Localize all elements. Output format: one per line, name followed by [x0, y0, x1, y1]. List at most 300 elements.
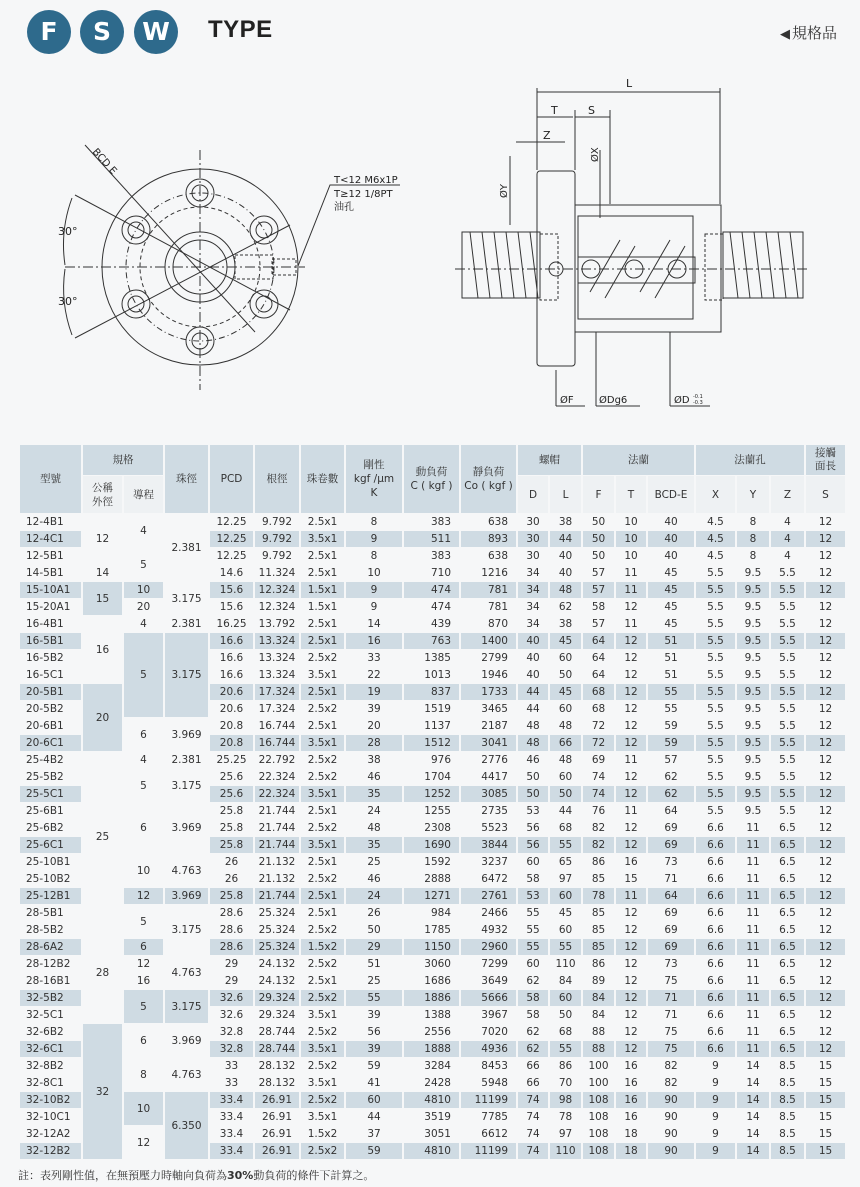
cell-nut-d: 34: [526, 567, 540, 579]
cell-lead: 10: [136, 864, 151, 877]
cell-circuits: 2.5x1: [301, 633, 344, 649]
oil-hole-spec-2: T≥12 1/8PT: [334, 189, 393, 200]
cell-hole-z: 6.5: [779, 873, 796, 885]
cell-dynamic-load: 1690: [404, 837, 459, 853]
cell-bcd-e: 82: [664, 1077, 678, 1089]
cell-hole-x: 5.5: [707, 805, 724, 817]
cell-nut-l: 38: [558, 516, 573, 528]
cell-flange-t: 11: [624, 567, 638, 579]
cell-dynamic-load: 439: [430, 618, 451, 630]
cell-flange-f: 100: [588, 1060, 609, 1072]
cell-circuits: 2.5x1: [307, 516, 338, 528]
cell-bcd-e: 73: [664, 958, 678, 970]
cell-model: 32-10B2: [20, 1092, 81, 1108]
cell-root-dia: 29.324: [258, 1009, 296, 1021]
cell-stiffness: 9: [346, 531, 402, 547]
cell-circuits: 2.5x1: [307, 856, 338, 868]
header-stiffness: [346, 445, 402, 513]
cell-hole-x: 6.6: [707, 1026, 724, 1038]
cell-hole-z: 6.5: [779, 907, 796, 919]
cell-hole-z: 5.5: [771, 582, 804, 598]
cell-flange-t: 12: [624, 703, 638, 715]
cell-root-dia: 13.792: [258, 618, 296, 630]
cell-flange-f: 64: [591, 652, 606, 664]
cell-static-load: 1400: [461, 633, 516, 649]
cell-bcd-e: 90: [648, 1092, 694, 1108]
cell-hole-y: 9.5: [737, 684, 769, 700]
cell-flange-t: 12: [616, 684, 646, 700]
cell-flange-t: 15: [624, 873, 638, 885]
cell-nut-d: 60: [526, 958, 540, 970]
cell-flange-t: 12: [616, 939, 646, 955]
cell-lead: 12: [124, 888, 163, 904]
cell-circuits: 2.5x1: [307, 720, 338, 732]
cell-dynamic-load: 3519: [424, 1111, 451, 1123]
cell-hole-y: 11: [746, 856, 760, 868]
cell-root-dia: 25.324: [255, 939, 299, 955]
cell-nut-d: 74: [518, 1143, 548, 1159]
table-row: [20, 1058, 845, 1074]
cell-hole-z: 5.5: [779, 601, 796, 613]
table-row: [20, 803, 845, 819]
cell-root-dia: 17.324: [258, 703, 296, 715]
cell-hole-x: 6.6: [707, 975, 724, 987]
cell-nut-l: 60: [558, 771, 573, 783]
table-row: [20, 956, 845, 972]
cell-static-load: 1733: [461, 684, 516, 700]
cell-hole-x: 5.5: [696, 786, 735, 802]
cell-static-load: 11199: [461, 1092, 516, 1108]
cell-bcd-e: 55: [648, 684, 694, 700]
cell-pcd: 20.8: [219, 720, 244, 732]
cell-root-dia: 25.324: [258, 924, 296, 936]
cell-dynamic-load: 4810: [404, 1143, 459, 1159]
cell-model: 15-20A1: [26, 601, 71, 613]
cell-ball-dia: 6.350: [165, 1092, 208, 1159]
cell-model: 28-12B2: [26, 958, 71, 970]
cell-contact-s: 12: [806, 633, 845, 649]
cell-bcd-e: 73: [664, 856, 678, 868]
cell-static-load: 4932: [481, 924, 508, 936]
cell-nut-l: 45: [550, 633, 581, 649]
cell-root-dia: 13.324: [258, 652, 296, 664]
cell-bcd-e: 45: [664, 601, 678, 613]
cell-flange-f: 69: [591, 754, 606, 766]
cell-lead: 5: [124, 633, 163, 717]
cell-model: 12-4B1: [26, 516, 64, 528]
cell-nut-l: 60: [558, 652, 573, 664]
cell-pcd: 16.6: [219, 669, 244, 681]
cell-hole-y: 8: [749, 550, 757, 562]
cell-flange-f: 50: [591, 516, 606, 528]
header-spec: 規格: [83, 445, 163, 475]
cell-flange-t: 11: [616, 582, 646, 598]
cell-circuits: 2.5x1: [307, 975, 338, 987]
cell-static-load: 4417: [481, 771, 508, 783]
cell-dynamic-load: 1385: [424, 652, 451, 664]
cell-bcd-e: 45: [664, 567, 678, 579]
cell-dynamic-load: 1519: [424, 703, 451, 715]
cell-model: 32-12A2: [26, 1128, 71, 1140]
cell-hole-x: 5.5: [707, 601, 724, 613]
cell-pcd: 32.6: [210, 990, 253, 1006]
cell-hole-z: 8.5: [779, 1128, 796, 1140]
cell-contact-s: 12: [806, 939, 845, 955]
cell-pcd: 15.6: [219, 601, 244, 613]
cell-pcd: 25.8: [210, 837, 253, 853]
header-flange-hole: 法蘭孔: [696, 445, 804, 475]
cell-dynamic-load: 1686: [424, 975, 451, 987]
cell-nominal-od: 25: [95, 830, 110, 843]
cell-pcd: 26: [224, 873, 239, 885]
cell-bcd-e: 69: [664, 907, 678, 919]
cell-pcd: 20.6: [219, 703, 244, 715]
cell-hole-x: 5.5: [707, 703, 724, 715]
cell-flange-t: 18: [616, 1143, 646, 1159]
cell-circuits: 2.5x2: [301, 1143, 344, 1159]
cell-root-dia: 24.132: [258, 958, 296, 970]
cell-stiffness: 29: [346, 939, 402, 955]
dim-label-S: S: [588, 104, 595, 117]
header-dynamic-line1: 動負荷: [415, 466, 448, 478]
cell-hole-z: 4: [784, 516, 791, 528]
cell-pcd: 25.6: [210, 786, 253, 802]
header-L: L: [550, 476, 581, 513]
cell-bcd-e: 64: [648, 888, 694, 904]
cell-dynamic-load: 1785: [424, 924, 451, 936]
drawing-svg: [0, 70, 860, 440]
cell-pcd: 25.8: [219, 805, 244, 817]
cell-nut-l: 110: [550, 1143, 581, 1159]
dim-label-Z: Z: [543, 129, 551, 142]
cell-nut-d: 58: [526, 873, 540, 885]
table-row: [20, 514, 845, 530]
cell-dynamic-load: 1137: [424, 720, 451, 732]
cell-dynamic-load: 383: [430, 516, 451, 528]
back-to-standard-link[interactable]: [780, 22, 837, 43]
cell-circuits: 1.5x1: [301, 582, 344, 598]
cell-pcd: 32.8: [219, 1026, 244, 1038]
cell-stiffness: 8: [370, 550, 378, 562]
cell-dynamic-load: 3051: [424, 1128, 451, 1140]
header-contact-line1: 接觸: [815, 447, 836, 459]
cell-lead: 4: [140, 618, 147, 630]
cell-ball-dia: 2.381: [171, 618, 202, 630]
cell-ball-dia: 3.175: [171, 779, 202, 792]
cell-pcd: 29: [224, 975, 239, 987]
cell-flange-f: 76: [591, 805, 606, 817]
cell-hole-y: 14: [746, 1077, 760, 1089]
cell-nut-l: 68: [558, 1026, 573, 1038]
angle-top-label: 30°: [58, 225, 78, 238]
cell-hole-y: 9.5: [744, 754, 762, 766]
cell-hole-x: 9: [712, 1077, 719, 1089]
cell-root-dia: 21.744: [258, 805, 296, 817]
cell-hole-x: 5.5: [707, 618, 724, 630]
cell-root-dia: 12.324: [258, 601, 296, 613]
cell-hole-x: 9: [696, 1143, 735, 1159]
cell-contact-s: 12: [818, 550, 833, 562]
cell-root-dia: 24.132: [258, 975, 296, 987]
cell-hole-z: 6.5: [779, 856, 796, 868]
cell-model: 15-10A1: [20, 582, 81, 598]
cell-circuits: 2.5x2: [307, 771, 338, 783]
cell-hole-z: 5.5: [779, 703, 796, 715]
cell-pcd: 25.8: [210, 888, 253, 904]
cell-nut-d: 34: [526, 618, 540, 630]
cell-root-dia: 28.744: [255, 1041, 299, 1057]
cell-static-load: 1946: [481, 669, 508, 681]
cell-circuits: 2.5x2: [307, 652, 338, 664]
cell-pcd: 26: [224, 856, 239, 868]
cell-circuits: 2.5x2: [307, 873, 338, 885]
triangle-left-icon: ◀: [779, 27, 790, 42]
cell-hole-z: 6.5: [779, 1009, 796, 1021]
cell-flange-t: 16: [616, 1092, 646, 1108]
cell-nut-d: 56: [526, 822, 540, 834]
cell-nut-d: 30: [526, 550, 540, 562]
cell-root-dia: 16.744: [258, 720, 296, 732]
cell-flange-f: 74: [591, 771, 606, 783]
dim-label-D: ØD: [674, 395, 690, 406]
cell-hole-z: 6.5: [779, 822, 796, 834]
cell-dynamic-load: 1512: [404, 735, 459, 751]
cell-flange-t: 12: [624, 975, 638, 987]
cell-hole-y: 11: [746, 907, 760, 919]
cell-stiffness: 59: [367, 1060, 381, 1072]
cell-model: 25-6B1: [26, 805, 64, 817]
cell-root-dia: 28.132: [258, 1060, 296, 1072]
cell-root-dia: 21.132: [258, 873, 296, 885]
cell-pcd: 25.6: [219, 771, 244, 783]
cell-static-load: 6472: [481, 873, 508, 885]
cell-stiffness: 41: [367, 1077, 381, 1089]
cell-hole-y: 9.5: [744, 720, 762, 732]
cell-contact-s: 12: [818, 1009, 833, 1021]
cell-nut-l: 45: [558, 907, 573, 919]
cell-flange-t: 12: [624, 669, 638, 681]
cell-circuits: 2.5x2: [307, 1060, 338, 1072]
cell-flange-f: 85: [591, 873, 606, 885]
cell-static-load: 7299: [481, 958, 508, 970]
cell-model: 16-5B2: [26, 652, 64, 664]
cell-nut-l: 60: [558, 924, 573, 936]
cell-pcd: 16.25: [216, 618, 247, 630]
cell-hole-z: 5.5: [779, 618, 796, 630]
cell-root-dia: 26.91: [261, 1128, 293, 1140]
cell-model: 32-10C1: [26, 1111, 71, 1123]
cell-hole-y: 9.5: [744, 567, 762, 579]
cell-stiffness: 46: [367, 771, 381, 783]
cell-static-load: 3465: [481, 703, 508, 715]
cell-stiffness: 28: [346, 735, 402, 751]
cell-hole-y: 9.5: [744, 805, 762, 817]
cell-hole-z: 6.5: [771, 990, 804, 1006]
cell-pcd: 20.8: [210, 735, 253, 751]
cell-hole-y: 14: [737, 1143, 769, 1159]
cell-bcd-e: 64: [664, 805, 678, 817]
cell-flange-f: 108: [588, 1128, 609, 1140]
cell-dynamic-load: 1252: [404, 786, 459, 802]
cell-model: 32-8C1: [26, 1077, 64, 1089]
table-row: [20, 1024, 845, 1040]
cell-nut-l: 66: [550, 735, 581, 751]
table-row: [20, 990, 845, 1006]
cell-stiffness: 35: [346, 786, 402, 802]
cell-hole-z: 5.5: [779, 805, 796, 817]
cell-ball-dia: 2.381: [171, 754, 202, 766]
cell-root-dia: 26.91: [255, 1143, 299, 1159]
cell-nut-d: 60: [526, 856, 540, 868]
header-T: T: [616, 476, 646, 513]
cell-root-dia: 25.324: [258, 907, 296, 919]
cell-hole-x: 6.6: [707, 856, 724, 868]
cell-nut-d: 48: [526, 720, 540, 732]
cell-dynamic-load: 383: [430, 550, 451, 562]
cell-hole-x: 6.6: [696, 990, 735, 1006]
screw-thread-left: [470, 232, 538, 298]
cell-hole-z: 5.5: [771, 786, 804, 802]
cell-nut-d: 46: [526, 754, 540, 766]
cell-lead: 5: [124, 990, 163, 1023]
cell-nut-l: 38: [558, 618, 573, 630]
cell-hole-y: 14: [746, 1060, 760, 1072]
cell-hole-y: 9.5: [744, 703, 762, 715]
cell-static-load: 2761: [461, 888, 516, 904]
cell-hole-y: 9.5: [744, 652, 762, 664]
cell-lead: 6: [124, 939, 163, 955]
header-ball-dia: 珠徑: [165, 445, 208, 513]
cell-dynamic-load: 3284: [424, 1060, 451, 1072]
cell-flange-t: 12: [616, 1041, 646, 1057]
cell-pcd: 15.6: [210, 582, 253, 598]
cell-hole-z: 8.5: [779, 1111, 796, 1123]
cell-hole-z: 6.5: [771, 837, 804, 853]
header-nut: 螺帽: [518, 445, 581, 475]
cell-circuits: 2.5x1: [307, 805, 338, 817]
cell-flange-f: 82: [583, 837, 614, 853]
header-F: F: [583, 476, 614, 513]
cell-pcd: 16.6: [210, 633, 253, 649]
cell-root-dia: 13.324: [258, 669, 296, 681]
cell-nut-d: 40: [526, 669, 540, 681]
cell-static-load: 781: [461, 582, 516, 598]
cell-hole-x: 5.5: [696, 582, 735, 598]
cell-stiffness: 26: [367, 907, 381, 919]
cell-nut-d: 66: [526, 1077, 540, 1089]
header-static-load: [461, 445, 516, 513]
cell-hole-x: 5.5: [707, 754, 724, 766]
cell-bcd-e: 40: [664, 516, 678, 528]
cell-bcd-e: 40: [664, 550, 678, 562]
cell-nut-l: 97: [558, 873, 573, 885]
footnote-prefix: 註：表列剛性值，在無預壓力時軸向負荷為: [18, 1169, 227, 1182]
cell-nut-l: 44: [550, 531, 581, 547]
cell-nut-l: 65: [558, 856, 573, 868]
cell-contact-s: 12: [818, 669, 833, 681]
cell-nut-d: 74: [526, 1111, 540, 1123]
cell-root-dia: 21.744: [255, 837, 299, 853]
cell-lead: 12: [136, 1136, 151, 1149]
cell-contact-s: 15: [818, 1077, 833, 1089]
cell-nut-l: 60: [550, 888, 581, 904]
cell-nut-d: 34: [526, 601, 540, 613]
cell-hole-y: 9.5: [744, 618, 762, 630]
header-stiffness-line3: K: [370, 487, 378, 499]
cell-stiffness: 10: [367, 567, 381, 579]
cell-hole-y: 9.5: [737, 582, 769, 598]
cell-contact-s: 12: [818, 601, 833, 613]
table-row: [20, 1092, 845, 1108]
cell-hole-y: 11: [746, 924, 760, 936]
cell-circuits: 3.5x1: [301, 1041, 344, 1057]
cell-dynamic-load: 1271: [404, 888, 459, 904]
cell-circuits: 2.5x1: [307, 550, 338, 562]
cell-nut-d: 55: [526, 924, 540, 936]
cell-hole-x: 6.6: [707, 924, 724, 936]
cell-root-dia: 28.132: [258, 1077, 296, 1089]
cell-flange-t: 16: [624, 1077, 638, 1089]
cell-nut-d: 56: [518, 837, 548, 853]
logo-letter-f: F: [27, 10, 71, 54]
cell-hole-z: 6.5: [771, 1041, 804, 1057]
cell-lead: 20: [136, 601, 151, 613]
cell-flange-t: 10: [624, 550, 638, 562]
cell-flange-f: 64: [591, 669, 606, 681]
cell-ball-dia: 3.175: [165, 990, 208, 1023]
cell-model: 12-4C1: [20, 531, 81, 547]
cell-bcd-e: 71: [664, 873, 678, 885]
cell-flange-t: 10: [616, 531, 646, 547]
cell-nominal-od: 32: [83, 1024, 122, 1159]
cell-contact-s: 12: [818, 567, 833, 579]
cell-bcd-e: 69: [648, 939, 694, 955]
cell-root-dia: 9.792: [261, 516, 293, 528]
cell-bcd-e: 75: [664, 975, 678, 987]
cell-hole-x: 5.5: [707, 567, 724, 579]
cell-flange-f: 84: [591, 1009, 606, 1021]
cell-root-dia: 26.91: [255, 1092, 299, 1108]
cell-flange-f: 57: [583, 582, 614, 598]
cell-dynamic-load: 837: [404, 684, 459, 700]
header-nominal-od-line2: 外徑: [92, 495, 113, 508]
cell-bcd-e: 75: [648, 1041, 694, 1057]
cell-hole-x: 6.6: [696, 1041, 735, 1057]
cell-nut-l: 60: [550, 990, 581, 1006]
spec-table: [18, 444, 847, 1160]
header-pcd: PCD: [210, 445, 253, 513]
cell-hole-y: 11: [737, 939, 769, 955]
cell-hole-y: 9.5: [737, 633, 769, 649]
cell-hole-y: 14: [737, 1092, 769, 1108]
page-title: TYPE: [208, 16, 273, 43]
cell-contact-s: 12: [818, 720, 833, 732]
cell-flange-t: 16: [624, 1060, 638, 1072]
cell-nut-l: 50: [550, 786, 581, 802]
header-static-line1: 靜負荷: [472, 466, 505, 478]
cell-lead: 6: [140, 1034, 147, 1047]
cell-static-load: 2960: [461, 939, 516, 955]
cell-hole-y: 14: [746, 1111, 760, 1123]
cell-root-dia: 9.792: [255, 531, 299, 547]
header-stiffness-line1: 剛性: [363, 459, 385, 471]
cell-pcd: 33.4: [219, 1128, 244, 1140]
cell-static-load: 8453: [481, 1060, 508, 1072]
cell-bcd-e: 40: [648, 531, 694, 547]
cell-flange-f: 85: [591, 924, 606, 936]
cell-model: 16-4B1: [26, 618, 64, 630]
cell-model: 25-5C1: [20, 786, 81, 802]
